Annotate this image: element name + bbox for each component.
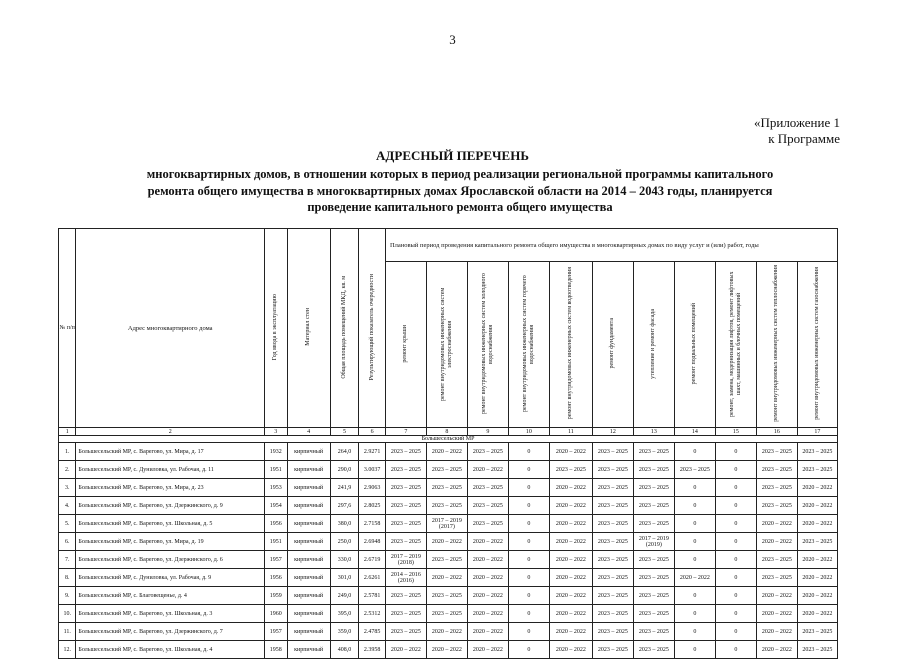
table-cell: 9.	[59, 587, 76, 605]
table-cell: 2023 – 2025	[674, 461, 715, 479]
table-cell: 2023 – 2025	[797, 533, 837, 551]
table-cell: 2.6261	[359, 569, 386, 587]
header-work-1: ремонт крыши	[385, 262, 426, 428]
table-cell: 0	[508, 641, 549, 659]
table-cell: 2023 – 2025	[756, 461, 797, 479]
table-cell: 2.6948	[359, 533, 386, 551]
table-cell: 2023 – 2025	[426, 587, 467, 605]
table-row	[59, 587, 838, 605]
table-cell: 2023 – 2025	[592, 587, 633, 605]
column-number: 6	[359, 428, 386, 436]
table-cell: 2.5781	[359, 587, 386, 605]
table-cell: 0	[508, 443, 549, 461]
table-cell: 2020 – 2022	[674, 569, 715, 587]
table-cell: 2023 – 2025	[385, 605, 426, 623]
table-cell: 1958	[265, 641, 288, 659]
address-cell: Большесельский МР, с. Варегово, ул. Мира, д. 17	[76, 443, 265, 461]
appendix-line-2: к Программе	[768, 131, 840, 146]
table-cell: 2023 – 2025	[633, 443, 674, 461]
table-cell: 0	[508, 551, 549, 569]
table-cell: 7.	[59, 551, 76, 569]
table-cell: 1951	[265, 461, 288, 479]
address-cell: Большесельский МР, с. Варегово, ул. Мира, д. 19	[76, 533, 265, 551]
table-cell: 2020 – 2022	[797, 605, 837, 623]
table-cell: 2023 – 2025	[467, 443, 508, 461]
table-cell: 2.7158	[359, 515, 386, 533]
table-cell: 0	[508, 569, 549, 587]
table-cell: 2.6719	[359, 551, 386, 569]
table-cell: 2020 – 2022	[797, 515, 837, 533]
table-cell: 2023 – 2025	[633, 641, 674, 659]
table-cell: 2020 – 2022	[549, 569, 592, 587]
table-row	[59, 641, 838, 659]
address-cell: Большесельский МР, с. Дуниловка, ул. Рабочая, д. 11	[76, 461, 265, 479]
table-cell: 1953	[265, 479, 288, 497]
table-row	[59, 461, 838, 479]
table-cell: 2020 – 2022	[467, 533, 508, 551]
table-cell: 2020 – 2022	[549, 479, 592, 497]
table-cell: 2023 – 2025	[592, 641, 633, 659]
column-number: 1	[59, 428, 76, 436]
table-cell: 301,0	[330, 569, 359, 587]
table-cell: 2020 – 2022	[467, 569, 508, 587]
appendix-note	[700, 115, 840, 147]
address-cell: Большесельский МР, с. Варегово, ул. Мира, д. 23	[76, 479, 265, 497]
table-cell: кирпичный	[287, 497, 330, 515]
table-cell: 2023 – 2025	[426, 497, 467, 515]
table-cell: кирпичный	[287, 443, 330, 461]
table-cell: кирпичный	[287, 605, 330, 623]
address-cell: Большесельский МР, с. Варегово, ул. Школьная, д. 3	[76, 605, 265, 623]
table-cell: 2020 – 2022	[426, 623, 467, 641]
table-cell: 2020 – 2022	[385, 641, 426, 659]
table-cell: 0	[674, 497, 715, 515]
table-cell: 2023 – 2025	[467, 479, 508, 497]
column-numbers-row	[59, 428, 838, 436]
table-cell: 2020 – 2022	[467, 623, 508, 641]
table-cell: 2023 – 2025	[633, 497, 674, 515]
table-cell: 2020 – 2022	[426, 443, 467, 461]
table-cell: 2020 – 2022	[756, 605, 797, 623]
header-number: № п/п	[59, 229, 76, 428]
table-cell: кирпичный	[287, 569, 330, 587]
column-number: 3	[265, 428, 288, 436]
table-cell: 2.	[59, 461, 76, 479]
column-number: 7	[385, 428, 426, 436]
header-material: Материал стен	[287, 229, 330, 428]
table-cell: 0	[715, 443, 756, 461]
table-cell: 0	[508, 497, 549, 515]
table-cell: 2020 – 2022	[467, 461, 508, 479]
table-cell: 10.	[59, 605, 76, 623]
table-cell: 2020 – 2022	[549, 515, 592, 533]
table-cell: 2020 – 2022	[756, 623, 797, 641]
table-cell: 2020 – 2022	[549, 641, 592, 659]
column-number: 4	[287, 428, 330, 436]
table-cell: 0	[508, 461, 549, 479]
table-cell: 0	[674, 533, 715, 551]
table-cell: 6.	[59, 533, 76, 551]
table-row	[59, 605, 838, 623]
table-cell: 0	[674, 479, 715, 497]
table-cell: 2023 – 2025	[756, 551, 797, 569]
table-cell: 2020 – 2022	[797, 587, 837, 605]
table-cell: 2023 – 2025	[592, 533, 633, 551]
table-cell: 2023 – 2025	[592, 623, 633, 641]
table-cell: 380,0	[330, 515, 359, 533]
table-cell: 2023 – 2025	[633, 605, 674, 623]
header-work-6: ремонт фундамента	[592, 262, 633, 428]
table-cell: 2020 – 2022	[549, 533, 592, 551]
table-cell: 2023 – 2025	[426, 461, 467, 479]
table-cell: 3.0037	[359, 461, 386, 479]
table-cell: 12.	[59, 641, 76, 659]
table-cell: 2023 – 2025	[633, 587, 674, 605]
header-work-5: ремонт внутридомовых инженерных систем водоотведения	[549, 262, 592, 428]
table-cell: 2023 – 2025	[592, 497, 633, 515]
table-cell: 2020 – 2022	[426, 533, 467, 551]
table-cell: кирпичный	[287, 623, 330, 641]
table-cell: 1932	[265, 443, 288, 461]
table-cell: 0	[715, 551, 756, 569]
table-cell: 2023 – 2025	[592, 479, 633, 497]
table-cell: 2023 – 2025	[385, 623, 426, 641]
table-cell: 2023 – 2025	[633, 515, 674, 533]
table-cell: 249,0	[330, 587, 359, 605]
table-cell: 2020 – 2022	[467, 551, 508, 569]
table-cell: 0	[508, 479, 549, 497]
table-cell: 2020 – 2022	[756, 587, 797, 605]
page-number: 3	[449, 32, 456, 47]
table-cell: 0	[715, 479, 756, 497]
table-cell: 2.9271	[359, 443, 386, 461]
table-cell: 2017 – 2019 (2019)	[633, 533, 674, 551]
table-cell: 2020 – 2022	[549, 605, 592, 623]
table-row	[59, 515, 838, 533]
column-number: 13	[633, 428, 674, 436]
table-row	[59, 479, 838, 497]
table-cell: 2020 – 2022	[549, 587, 592, 605]
table-cell: 2023 – 2025	[756, 569, 797, 587]
column-number: 15	[715, 428, 756, 436]
table-cell: 0	[715, 461, 756, 479]
table-cell: 2023 – 2025	[592, 443, 633, 461]
table-cell: 1959	[265, 587, 288, 605]
table-cell: 241,9	[330, 479, 359, 497]
column-number: 14	[674, 428, 715, 436]
table-cell: 0	[715, 569, 756, 587]
table-cell: 0	[508, 587, 549, 605]
table-cell: 2023 – 2025	[592, 515, 633, 533]
table-cell: 2020 – 2022	[756, 515, 797, 533]
table-row	[59, 497, 838, 515]
table-cell: 359,0	[330, 623, 359, 641]
address-table	[58, 228, 838, 659]
table-cell: кирпичный	[287, 641, 330, 659]
column-number: 12	[592, 428, 633, 436]
table-cell: 0	[508, 605, 549, 623]
table-cell: 2023 – 2025	[756, 443, 797, 461]
table-cell: 2020 – 2022	[467, 605, 508, 623]
header-area: Общая площадь помещений МКД, кв. м	[330, 229, 359, 428]
table-cell: 2020 – 2022	[467, 641, 508, 659]
table-cell: 2020 – 2022	[549, 551, 592, 569]
column-number: 9	[467, 428, 508, 436]
table-cell: 2023 – 2025	[633, 569, 674, 587]
table-cell: 2.9063	[359, 479, 386, 497]
table-cell: 297,6	[330, 497, 359, 515]
table-cell: 2023 – 2025	[756, 497, 797, 515]
table-cell: 1954	[265, 497, 288, 515]
table-cell: 1.	[59, 443, 76, 461]
table-cell: 2020 – 2022	[467, 587, 508, 605]
column-number: 17	[797, 428, 837, 436]
table-cell: 0	[674, 443, 715, 461]
table-cell: 0	[674, 587, 715, 605]
header-work-7: утепление и ремонт фасада	[633, 262, 674, 428]
table-cell: 2020 – 2022	[426, 569, 467, 587]
table-cell: 0	[674, 551, 715, 569]
table-cell: 0	[715, 641, 756, 659]
header-work-4: ремонт внутридомовых инженерных систем горячего водоснабжения	[508, 262, 549, 428]
table-cell: кирпичный	[287, 515, 330, 533]
table-cell: 264,0	[330, 443, 359, 461]
table-cell: 0	[674, 641, 715, 659]
table-cell: 2020 – 2022	[549, 497, 592, 515]
table-cell: 2023 – 2025	[797, 443, 837, 461]
table-cell: 2023 – 2025	[385, 497, 426, 515]
table-cell: кирпичный	[287, 587, 330, 605]
header-work-2: ремонт внутридомовых инженерных систем электроснабжения	[426, 262, 467, 428]
table-cell: 2023 – 2025	[633, 551, 674, 569]
table-cell: 2.5312	[359, 605, 386, 623]
table-cell: 1956	[265, 569, 288, 587]
table-cell: 1956	[265, 515, 288, 533]
table-cell: 2017 – 2019 (2017)	[426, 515, 467, 533]
table-cell: 2020 – 2022	[797, 551, 837, 569]
table-cell: 2023 – 2025	[592, 551, 633, 569]
table-cell: 2020 – 2022	[756, 641, 797, 659]
column-number: 10	[508, 428, 549, 436]
address-cell: Большесельский МР, с. Варегово, ул. Дзержинского, д. 9	[76, 497, 265, 515]
table-cell: 2023 – 2025	[426, 479, 467, 497]
column-number: 11	[549, 428, 592, 436]
table-cell: 2023 – 2025	[797, 641, 837, 659]
table-cell: 2023 – 2025	[426, 605, 467, 623]
header-address: Адрес многоквартирного дома	[76, 229, 265, 428]
table-cell: 2023 – 2025	[467, 497, 508, 515]
table-cell: 5.	[59, 515, 76, 533]
header-work-10: ремонт внутридомовых инженерных систем теплоснабжения	[756, 262, 797, 428]
address-cell: Большесельский МР, с. Дуниловка, ул. Рабочая, д. 9	[76, 569, 265, 587]
column-number: 2	[76, 428, 265, 436]
table-cell: 2023 – 2025	[385, 443, 426, 461]
table-cell: 0	[715, 515, 756, 533]
address-cell: Большесельский МР, с. Варегово, ул. Школьная, д. 5	[76, 515, 265, 533]
district-row	[59, 436, 838, 443]
table-cell: 2023 – 2025	[633, 479, 674, 497]
table-cell: 2020 – 2022	[549, 443, 592, 461]
table-cell: 2023 – 2025	[633, 461, 674, 479]
header-work-11: ремонт внутридомовых инженерных систем газоснабжения	[797, 262, 837, 428]
district-name: Большесельский МР	[59, 436, 838, 443]
table-cell: 2020 – 2022	[549, 623, 592, 641]
header-priority: Результирующий показатель очередности	[359, 229, 386, 428]
table-cell: 2023 – 2025	[385, 533, 426, 551]
table-cell: 0	[674, 515, 715, 533]
header-year: Год ввода в эксплуатацию	[265, 229, 288, 428]
table-row	[59, 533, 838, 551]
address-cell: Большесельский МР, с. Варегово, ул. Дзержинского, д. 6	[76, 551, 265, 569]
table-cell: 2023 – 2025	[385, 461, 426, 479]
table-cell: 2020 – 2022	[426, 641, 467, 659]
table-cell: 2.4785	[359, 623, 386, 641]
table-cell: 0	[715, 497, 756, 515]
table-cell: 408,0	[330, 641, 359, 659]
header-work-8: ремонт подвальных помещений	[674, 262, 715, 428]
document-title: АДРЕСНЫЙ ПЕРЕЧЕНЬ	[376, 148, 529, 163]
header-work-9: ремонт, замена, модернизация лифтов, ремонт лифтовых шахт, машинных и блочных помещений	[715, 262, 756, 428]
table-cell: 2.3958	[359, 641, 386, 659]
table-cell: 2017 – 2019 (2018)	[385, 551, 426, 569]
table-cell: 290,0	[330, 461, 359, 479]
table-cell: 2023 – 2025	[592, 605, 633, 623]
table-cell: 250,0	[330, 533, 359, 551]
table-cell: 1957	[265, 623, 288, 641]
header-work-3: ремонт внутридомовых инженерных систем холодного водоснабжения	[467, 262, 508, 428]
address-cell: Большесельский МР, с. Благовещенье, д. 4	[76, 587, 265, 605]
address-cell: Большесельский МР, с. Варегово, ул. Дзержинского, д. 7	[76, 623, 265, 641]
table-cell: 8.	[59, 569, 76, 587]
table-cell: 2023 – 2025	[592, 461, 633, 479]
header-planned-period: Плановый период проведения капитального ремонта общего имущества в многоквартирных домах по виду услуг и (или) работ, годы	[385, 229, 837, 262]
table-cell: 2023 – 2025	[385, 479, 426, 497]
table-cell: 2014 – 2016 (2016)	[385, 569, 426, 587]
table-row	[59, 443, 838, 461]
table-cell: 0	[508, 515, 549, 533]
table-cell: 0	[715, 623, 756, 641]
table-cell: 2023 – 2025	[797, 461, 837, 479]
table-cell: 1960	[265, 605, 288, 623]
table-cell: 2020 – 2022	[797, 569, 837, 587]
table-cell: 2023 – 2025	[797, 623, 837, 641]
table-cell: 2020 – 2022	[797, 497, 837, 515]
appendix-line-1: «Приложение 1	[753, 115, 840, 130]
table-cell: 3.	[59, 479, 76, 497]
table-cell: 0	[508, 533, 549, 551]
table-cell: 0	[674, 605, 715, 623]
table-cell: 2023 – 2025	[426, 551, 467, 569]
table-cell: 2023 – 2025	[633, 623, 674, 641]
table-cell: 395,0	[330, 605, 359, 623]
column-number: 8	[426, 428, 467, 436]
table-cell: кирпичный	[287, 551, 330, 569]
table-row	[59, 551, 838, 569]
table-cell: 1951	[265, 533, 288, 551]
table-cell: 2023 – 2025	[385, 515, 426, 533]
table-cell: кирпичный	[287, 461, 330, 479]
table-cell: 2.8025	[359, 497, 386, 515]
table-cell: 0	[715, 587, 756, 605]
table-row	[59, 623, 838, 641]
table-cell: 0	[715, 605, 756, 623]
table-cell: 2020 – 2022	[756, 533, 797, 551]
table-cell: 0	[674, 623, 715, 641]
table-cell: 2023 – 2025	[385, 587, 426, 605]
table-cell: 330,0	[330, 551, 359, 569]
table-row	[59, 569, 838, 587]
document-subtitle: многоквартирных домов, в отношении которых в период реализации региональной программы капитального ремонта общего имущества в многоквартирных домах Ярославской области на 2014 – 2043 годы, планируется проведение капитального ремонта общего имущества	[146, 167, 774, 214]
table-cell: 2023 – 2025	[756, 479, 797, 497]
table-cell: кирпичный	[287, 533, 330, 551]
table-cell: 0	[715, 533, 756, 551]
table-cell: кирпичный	[287, 479, 330, 497]
table-cell: 2023 – 2025	[549, 461, 592, 479]
table-cell: 2020 – 2022	[797, 479, 837, 497]
address-cell: Большесельский МР, с. Варегово, ул. Школьная, д. 4	[76, 641, 265, 659]
table-cell: 2023 – 2025	[592, 569, 633, 587]
table-cell: 4.	[59, 497, 76, 515]
table-cell: 11.	[59, 623, 76, 641]
column-number: 5	[330, 428, 359, 436]
table-cell: 1957	[265, 551, 288, 569]
column-number: 16	[756, 428, 797, 436]
table-cell: 2023 – 2025	[467, 515, 508, 533]
table-cell: 0	[508, 623, 549, 641]
